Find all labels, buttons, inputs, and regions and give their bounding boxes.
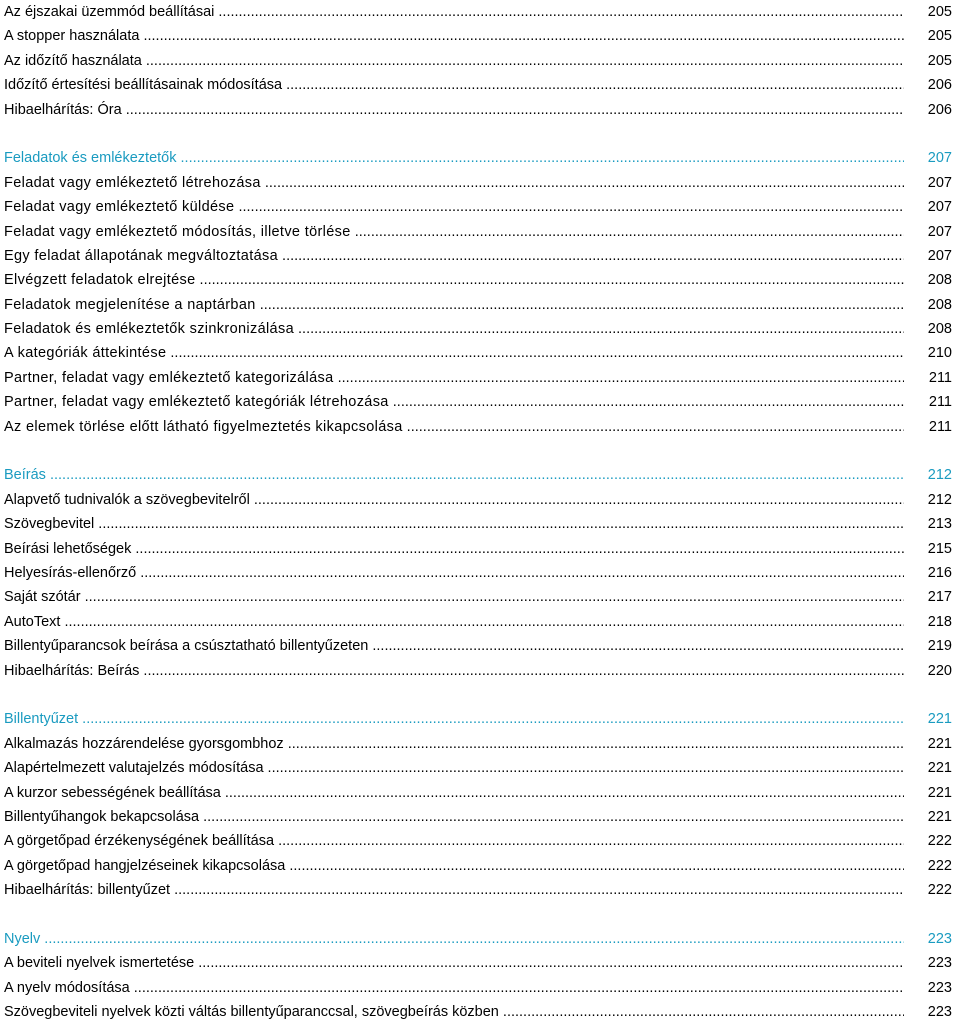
toc-entry-label: Az elemek törlése előtt látható figyelmeztetés kikapcsolása ..... (4, 415, 904, 439)
toc-entry-label: Helyesírás-ellenőrző ..... (4, 561, 904, 585)
toc-page-number: 207 (927, 174, 952, 191)
toc-page-number: 216 (927, 564, 952, 581)
toc-page-number: 221 (927, 808, 952, 825)
toc-page-number: 212 (927, 491, 952, 508)
toc-entry[interactable] (0, 1000, 960, 1024)
toc-entry[interactable] (0, 781, 960, 805)
toc-entry[interactable] (0, 244, 960, 268)
toc-entry-label: A beviteli nyelvek ismertetése ..... (4, 951, 904, 975)
toc-entry[interactable] (0, 805, 960, 829)
toc-entry-label: Feladat vagy emlékeztető küldése ..... (4, 195, 904, 219)
toc-entry-label: Feladat vagy emlékeztető módosítás, illetve törlése ..... (4, 220, 904, 244)
toc-entry-label: Hibaelhárítás: Beírás ..... (4, 659, 904, 683)
toc-entry-label: Partner, feladat vagy emlékeztető kategorizálása ..... (4, 366, 904, 390)
toc-page-number: 211 (928, 418, 952, 435)
toc-page-number: 215 (927, 540, 952, 557)
toc-entry-label: Hibaelhárítás: billentyűzet ..... (4, 878, 904, 902)
toc-page-number: 222 (927, 882, 952, 899)
toc-entry[interactable] (0, 293, 960, 317)
section-gap (0, 122, 960, 146)
toc-page-number: 208 (927, 272, 952, 289)
toc-page-number: 208 (927, 296, 952, 313)
toc-page-number: 222 (927, 857, 952, 874)
toc-page-number: 222 (927, 833, 952, 850)
toc-entry-label: Az időzítő használata ..... (4, 49, 904, 73)
toc-entry[interactable] (0, 0, 960, 24)
toc-entry-label: A stopper használata ..... (4, 24, 904, 48)
toc-entry[interactable] (0, 488, 960, 512)
toc-entry-label: Billentyűhangok bekapcsolása ..... (4, 805, 904, 829)
toc-page-number: 219 (927, 638, 952, 655)
toc-page-number: 211 (928, 394, 952, 411)
toc-heading[interactable] (0, 707, 960, 731)
toc-entry-label: Egy feladat állapotának megváltoztatása ..... (4, 244, 904, 268)
toc-entry-label: AutoText ..... (4, 610, 904, 634)
toc-entry[interactable] (0, 24, 960, 48)
toc-entry-label: Billentyűparancsok beírása a csúsztatható billentyűzeten ..... (4, 634, 904, 658)
toc-heading[interactable] (0, 146, 960, 170)
toc-page-number: 207 (927, 223, 952, 240)
toc-entry[interactable] (0, 195, 960, 219)
toc-entry-label: Feladatok és emlékeztetők szinkronizálása ..... (4, 317, 904, 341)
toc-page-number: 221 (927, 784, 952, 801)
toc-entry-label: A görgetőpad hangjelzéseinek kikapcsolása ..... (4, 854, 904, 878)
toc-entry-label: A kurzor sebességének beállítása ..... (4, 781, 904, 805)
toc-page-number: 208 (927, 321, 952, 338)
toc-entry[interactable] (0, 512, 960, 536)
toc-entry[interactable] (0, 73, 960, 97)
toc-entry-label: Feladatok megjelenítése a naptárban ..... (4, 293, 904, 317)
toc-entry-label: Feladatok és emlékeztetők ..... (4, 146, 904, 170)
toc-entry[interactable] (0, 390, 960, 414)
toc-entry[interactable] (0, 854, 960, 878)
toc-page-number: 218 (927, 613, 952, 630)
toc-entry[interactable] (0, 561, 960, 585)
toc-entry[interactable] (0, 220, 960, 244)
toc-page-number: 205 (927, 52, 952, 69)
toc-heading[interactable] (0, 463, 960, 487)
toc-page-number: 223 (927, 1004, 952, 1021)
toc-entry[interactable] (0, 49, 960, 73)
toc-entry[interactable] (0, 366, 960, 390)
toc-page-number: 207 (927, 247, 952, 264)
toc-page-number: 221 (927, 760, 952, 777)
toc-entry-label: Az éjszakai üzemmód beállításai ..... (4, 0, 904, 24)
toc-entry[interactable] (0, 976, 960, 1000)
section-gap (0, 902, 960, 926)
toc-entry[interactable] (0, 98, 960, 122)
toc-entry-label: Elvégzett feladatok elrejtése ..... (4, 268, 904, 292)
toc-page-number: 221 (927, 735, 952, 752)
toc-entry-label: Alapvető tudnivalók a szövegbevitelről ..... (4, 488, 904, 512)
toc-entry-label: Beírás ..... (4, 463, 904, 487)
toc-entry-label: A nyelv módosítása ..... (4, 976, 904, 1000)
toc-entry[interactable] (0, 756, 960, 780)
toc-entry-label: A kategóriák áttekintése ..... (4, 341, 904, 365)
toc-entry[interactable] (0, 171, 960, 195)
toc-entry[interactable] (0, 585, 960, 609)
toc-entry-label: Billentyűzet ..... (4, 707, 904, 731)
toc-entry[interactable] (0, 732, 960, 756)
toc-entry-label: Partner, feladat vagy emlékeztető kategóriák létrehozása ..... (4, 390, 904, 414)
toc-page-number: 223 (927, 930, 952, 947)
toc-entry[interactable] (0, 951, 960, 975)
toc-page-number: 221 (927, 711, 952, 728)
toc-entry-label: Alapértelmezett valutajelzés módosítása ..... (4, 756, 904, 780)
toc-page-number: 213 (927, 516, 952, 533)
toc-entry[interactable] (0, 537, 960, 561)
section-gap (0, 439, 960, 463)
toc-entry[interactable] (0, 610, 960, 634)
toc-page-number: 207 (927, 150, 952, 167)
toc-page-number: 220 (927, 662, 952, 679)
toc-entry[interactable] (0, 829, 960, 853)
toc-entry[interactable] (0, 634, 960, 658)
toc-entry-label: Feladat vagy emlékeztető létrehozása ..... (4, 171, 904, 195)
toc-entry-label: Szövegbeviteli nyelvek közti váltás billentyűparanccsal, szövegbeírás közben ..... (4, 1000, 904, 1024)
toc-heading[interactable] (0, 927, 960, 951)
toc-page-number: 206 (927, 101, 952, 118)
toc-page-number: 205 (927, 28, 952, 45)
toc-page-number: 212 (927, 467, 952, 484)
toc-entry-label: A görgetőpad érzékenységének beállítása ..... (4, 829, 904, 853)
toc-entry-label: Beírási lehetőségek ..... (4, 537, 904, 561)
toc-page-number: 207 (927, 199, 952, 216)
toc-entry-label: Alkalmazás hozzárendelése gyorsgombhoz ..... (4, 732, 904, 756)
toc-entry[interactable] (0, 317, 960, 341)
toc-page-number: 211 (928, 369, 952, 386)
toc-page-number: 223 (927, 979, 952, 996)
toc-entry-label: Saját szótár ..... (4, 585, 904, 609)
toc-entry-label: Hibaelhárítás: Óra ..... (4, 98, 904, 122)
toc-entry-label: Nyelv ..... (4, 927, 904, 951)
section-gap (0, 683, 960, 707)
toc-entry-label: Szövegbevitel ..... (4, 512, 904, 536)
toc-entry[interactable] (0, 415, 960, 439)
toc-entry[interactable] (0, 268, 960, 292)
toc-page-number: 223 (927, 955, 952, 972)
toc-entry-label: Időzítő értesítési beállításainak módosítása ..... (4, 73, 904, 97)
toc-entry[interactable] (0, 659, 960, 683)
toc-page-number: 217 (927, 589, 952, 606)
toc-entry[interactable] (0, 341, 960, 365)
toc-page-number: 205 (927, 4, 952, 20)
toc-page-number: 210 (927, 345, 952, 362)
toc-page-number: 206 (927, 77, 952, 94)
toc-entry[interactable] (0, 878, 960, 902)
